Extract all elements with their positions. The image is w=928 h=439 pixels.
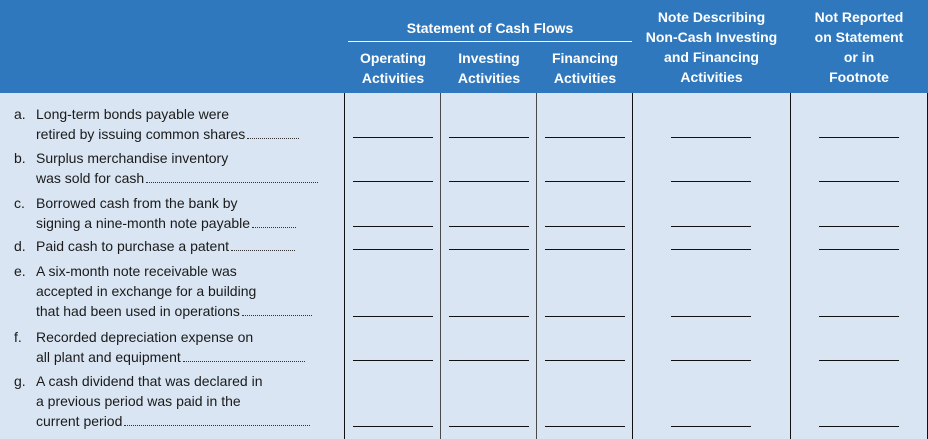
item-text: Paid cash to purchase a patent: [36, 238, 230, 254]
col-header-financing-line1: Financing: [551, 50, 619, 66]
item-text: signing a nine-month note payable: [36, 215, 251, 231]
column-divider: [344, 93, 345, 439]
item-text: current period: [36, 413, 123, 429]
item-text: Recorded depreciation expense on: [36, 329, 254, 345]
col-header-not-reported-line1: Not Reported: [814, 9, 904, 25]
item-text: Surplus merchandise inventory: [36, 150, 229, 166]
col-header-operating: [345, 48, 441, 88]
not-reported-column: [791, 93, 928, 439]
item-text: a previous period was paid in the: [36, 393, 241, 409]
item-letter: b.: [14, 150, 26, 166]
answer-blank-financing[interactable]: [545, 316, 625, 317]
col-header-note-line4: Activities: [680, 69, 743, 85]
answer-blank-not-reported[interactable]: [819, 360, 899, 361]
statement-title-rule: [348, 41, 632, 42]
answer-blank-financing[interactable]: [545, 360, 625, 361]
col-header-not-reported-line4: Footnote: [829, 69, 889, 85]
col-header-investing-line2: Activities: [457, 70, 521, 86]
answer-blank-not-reported[interactable]: [819, 316, 899, 317]
col-header-not-reported: [790, 7, 928, 87]
answer-blank-note[interactable]: [671, 137, 751, 138]
col-header-investing: [441, 48, 537, 88]
answer-blank-not-reported[interactable]: [819, 181, 899, 182]
answer-blank-note[interactable]: [671, 316, 751, 317]
answer-blank-not-reported[interactable]: [819, 137, 899, 138]
column-divider: [536, 93, 537, 439]
answer-blank-note[interactable]: [671, 226, 751, 227]
col-header-note-line1: Note Describing: [657, 9, 766, 25]
col-header-not-reported-line3: or in: [843, 49, 875, 65]
investing-column: [441, 93, 536, 439]
answer-blank-investing[interactable]: [449, 137, 529, 138]
item-text: Borrowed cash from the bank by: [36, 195, 238, 211]
answer-blank-note[interactable]: [671, 360, 751, 361]
dot-leader: [124, 424, 310, 426]
item-text: all plant and equipment: [36, 349, 181, 365]
col-header-note-line2: Non-Cash Investing: [645, 29, 778, 45]
col-header-investing-line1: Investing: [458, 50, 520, 66]
answer-blank-note[interactable]: [671, 181, 751, 182]
col-header-note: [633, 7, 790, 87]
dot-leader: [252, 226, 296, 228]
financing-column: [537, 93, 632, 439]
answer-blank-financing[interactable]: [545, 137, 625, 138]
item-text: retired by issuing common shares: [36, 126, 246, 142]
column-divider: [440, 93, 441, 439]
answer-blank-operating[interactable]: [353, 181, 433, 182]
answer-blank-note[interactable]: [671, 426, 751, 427]
answer-blank-investing[interactable]: [449, 316, 529, 317]
dot-leader: [242, 314, 312, 316]
col-header-financing-line2: Activities: [553, 70, 617, 86]
column-divider: [632, 93, 633, 439]
answer-blank-operating[interactable]: [353, 249, 433, 250]
dot-leader: [146, 181, 318, 183]
dot-leader: [247, 137, 299, 139]
answer-blank-investing[interactable]: [449, 426, 529, 427]
answer-blank-financing[interactable]: [545, 226, 625, 227]
item-text: Long-term bonds payable were: [36, 106, 230, 122]
item-text: accepted in exchange for a building: [36, 283, 257, 299]
operating-column: [345, 93, 440, 439]
list-item: [14, 371, 310, 431]
answer-blank-investing[interactable]: [449, 360, 529, 361]
col-header-not-reported-line2: on Statement: [814, 29, 904, 45]
col-header-operating-line1: Operating: [359, 50, 427, 66]
answer-blank-not-reported[interactable]: [819, 426, 899, 427]
item-text: that had been used in operations: [36, 303, 240, 319]
item-letter: e.: [14, 263, 26, 279]
item-letter: c.: [14, 195, 25, 211]
answer-blank-operating[interactable]: [353, 426, 433, 427]
col-header-operating-line2: Activities: [361, 70, 425, 86]
statement-title: Statement of Cash Flows: [406, 20, 574, 36]
item-text: A cash dividend that was declared in: [36, 373, 263, 389]
col-header-financing: [537, 48, 633, 88]
list-item: [14, 327, 305, 367]
col-header-note-line3: and Financing: [664, 49, 759, 65]
item-text: was sold for cash: [36, 170, 145, 186]
column-divider: [790, 93, 791, 439]
list-item: [14, 148, 318, 188]
list-item: [14, 104, 299, 144]
item-letter: a.: [14, 106, 26, 122]
item-letter: g.: [14, 373, 26, 389]
list-item: [14, 236, 295, 256]
note-column: [633, 93, 790, 439]
answer-blank-operating[interactable]: [353, 360, 433, 361]
item-letter: d.: [14, 238, 26, 254]
list-item: [14, 261, 312, 321]
dot-leader: [231, 249, 295, 251]
answer-blank-investing[interactable]: [449, 249, 529, 250]
list-item: [14, 193, 296, 233]
answer-blank-investing[interactable]: [449, 226, 529, 227]
answer-blank-note[interactable]: [671, 249, 751, 250]
answer-blank-operating[interactable]: [353, 226, 433, 227]
answer-blank-financing[interactable]: [545, 249, 625, 250]
answer-blank-financing[interactable]: [545, 181, 625, 182]
answer-blank-financing[interactable]: [545, 426, 625, 427]
answer-blank-investing[interactable]: [449, 181, 529, 182]
item-letter: f.: [14, 329, 22, 345]
answer-blank-operating[interactable]: [353, 137, 433, 138]
answer-blank-not-reported[interactable]: [819, 249, 899, 250]
answer-blank-not-reported[interactable]: [819, 226, 899, 227]
dot-leader: [183, 360, 305, 362]
item-text: A six-month note receivable was: [36, 263, 237, 279]
answer-blank-operating[interactable]: [353, 316, 433, 317]
